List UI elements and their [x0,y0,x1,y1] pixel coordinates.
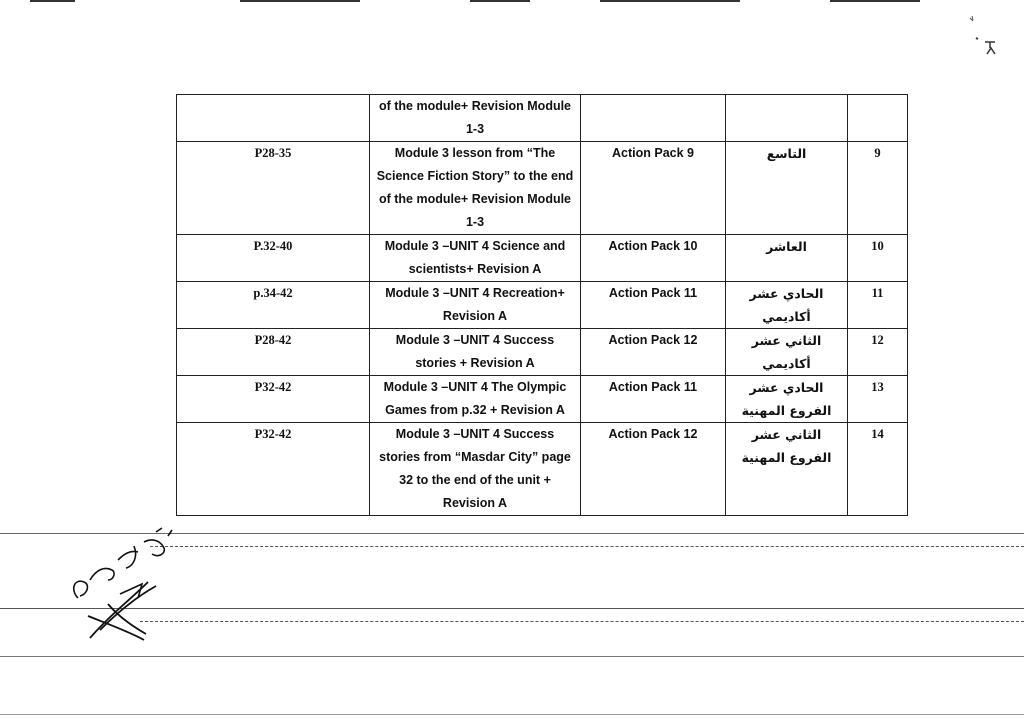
book-cell: Action Pack 9 [581,142,726,235]
pages-cell: p.34-42 [177,282,370,329]
grade-cell: الحادي عشر الفروع المهنية [726,376,848,423]
content-cell: Module 3 –UNIT 4 Science and scientists+ Revision A [370,235,581,282]
row-number-cell: 14 [848,423,908,516]
grade-cell: الحادي عشر أكاديمي [726,282,848,329]
content-cell: Module 3 –UNIT 4 Recreation+ Revision A [370,282,581,329]
table-row [177,329,908,376]
row-number-cell: 13 [848,376,908,423]
table-row [177,235,908,282]
pages-cell: P.32-40 [177,235,370,282]
table-row [177,282,908,329]
grade-cell: العاشر [726,235,848,282]
grade-cell [726,95,848,142]
row-number-cell [848,95,908,142]
divider-line [150,546,1024,547]
divider-line [140,621,1024,622]
table-row [177,423,908,516]
row-number-cell: 12 [848,329,908,376]
divider-line [0,714,1024,715]
book-cell: Action Pack 11 [581,376,726,423]
pages-cell: P28-42 [177,329,370,376]
content-cell: Module 3 lesson from “The Science Fiction Story” to the end of the module+ Revision Module 1-3 [370,142,581,235]
grade-cell: التاسع [726,142,848,235]
content-cell: Module 3 –UNIT 4 The Olympic Games from p.32 + Revision A [370,376,581,423]
content-cell: Module 3 –UNIT 4 Success stories + Revision A [370,329,581,376]
row-number-cell: 11 [848,282,908,329]
table-row [177,95,908,142]
divider-line [0,656,1024,657]
table-row [177,142,908,235]
table-row [177,376,908,423]
pages-cell: P32-42 [177,423,370,516]
grade-cell: الثاني عشر أكاديمي [726,329,848,376]
handwritten-signature-icon [60,520,190,645]
content-cell: Module 3 –UNIT 4 Success stories from “Masdar City” page 32 to the end of the unit + Revision A [370,423,581,516]
row-number-cell: 9 [848,142,908,235]
row-number-cell: 10 [848,235,908,282]
content-cell: of the module+ Revision Module 1-3 [370,95,581,142]
pages-cell [177,95,370,142]
book-cell: Action Pack 11 [581,282,726,329]
grade-cell: الثاني عشر الفروع المهنية [726,423,848,516]
pages-cell: P32-42 [177,376,370,423]
top-edge-artifact [0,0,1024,3]
corner-mark-icon [960,10,1000,60]
book-cell: Action Pack 12 [581,329,726,376]
book-cell: Action Pack 12 [581,423,726,516]
book-cell: Action Pack 10 [581,235,726,282]
curriculum-table [176,94,908,516]
book-cell [581,95,726,142]
pages-cell: P28-35 [177,142,370,235]
